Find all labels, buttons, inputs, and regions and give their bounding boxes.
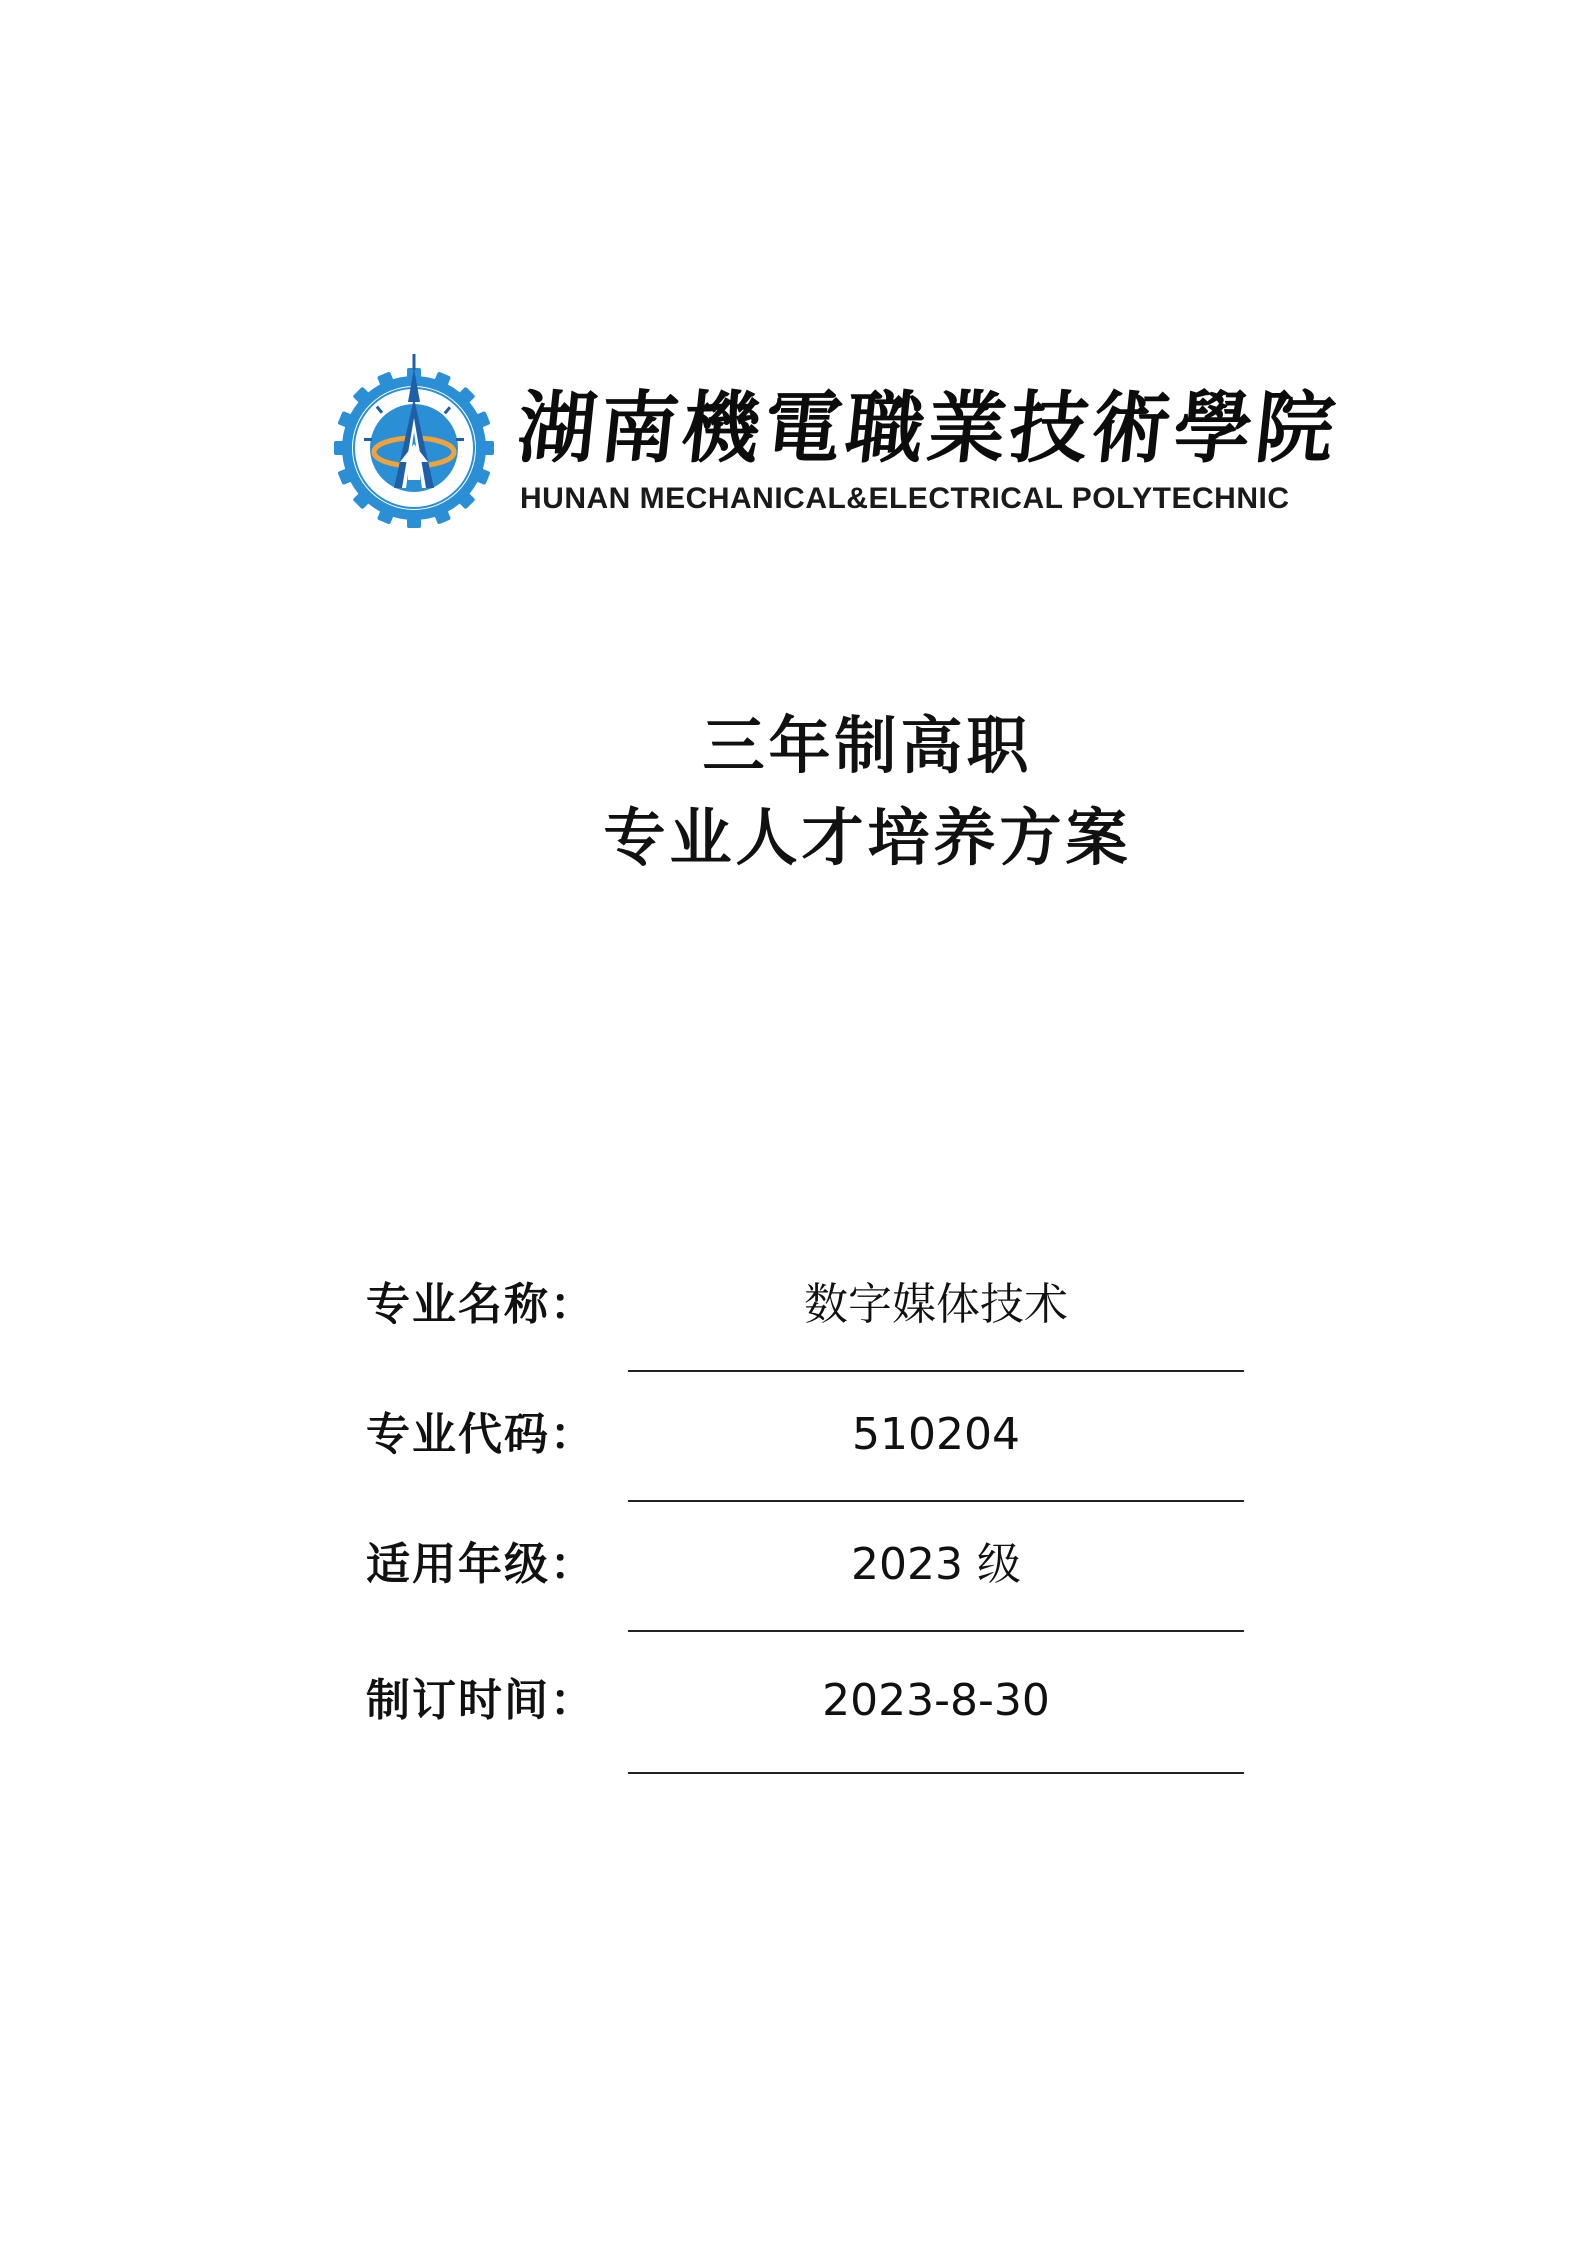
underline — [628, 1500, 1244, 1502]
school-logo-header — [334, 348, 1364, 528]
field-major-name — [366, 1270, 1266, 1400]
field-grade — [366, 1530, 1266, 1660]
gear-emblem-icon — [334, 348, 494, 528]
field-value-major-name: 数字媒体技术 — [804, 1279, 1068, 1330]
field-label-major-name: 专业名称： — [366, 1279, 596, 1330]
field-value-date: 2023-8-30 — [822, 1675, 1050, 1726]
field-label-major-code: 专业代码： — [366, 1409, 596, 1460]
info-fields — [366, 1270, 1266, 1790]
document-title — [0, 700, 1587, 884]
field-date — [366, 1660, 1266, 1790]
title-line-1: 三年制高职 — [702, 709, 1033, 782]
field-label-date: 制订时间： — [366, 1675, 596, 1726]
underline — [628, 1630, 1244, 1632]
school-name-chinese: 湖南機電職業技術學院 — [513, 383, 1343, 474]
title-line-2: 专业人才培养方案 — [603, 801, 1132, 874]
underline — [628, 1370, 1244, 1372]
field-value-grade: 2023 级 — [851, 1539, 1021, 1590]
underline — [628, 1772, 1244, 1774]
school-name-english: HUNAN MECHANICAL&ELECTRICAL POLYTECHNIC — [520, 482, 1290, 515]
field-label-grade: 适用年级： — [366, 1539, 596, 1590]
field-major-code — [366, 1400, 1266, 1530]
field-value-major-code: 510204 — [852, 1409, 1020, 1460]
